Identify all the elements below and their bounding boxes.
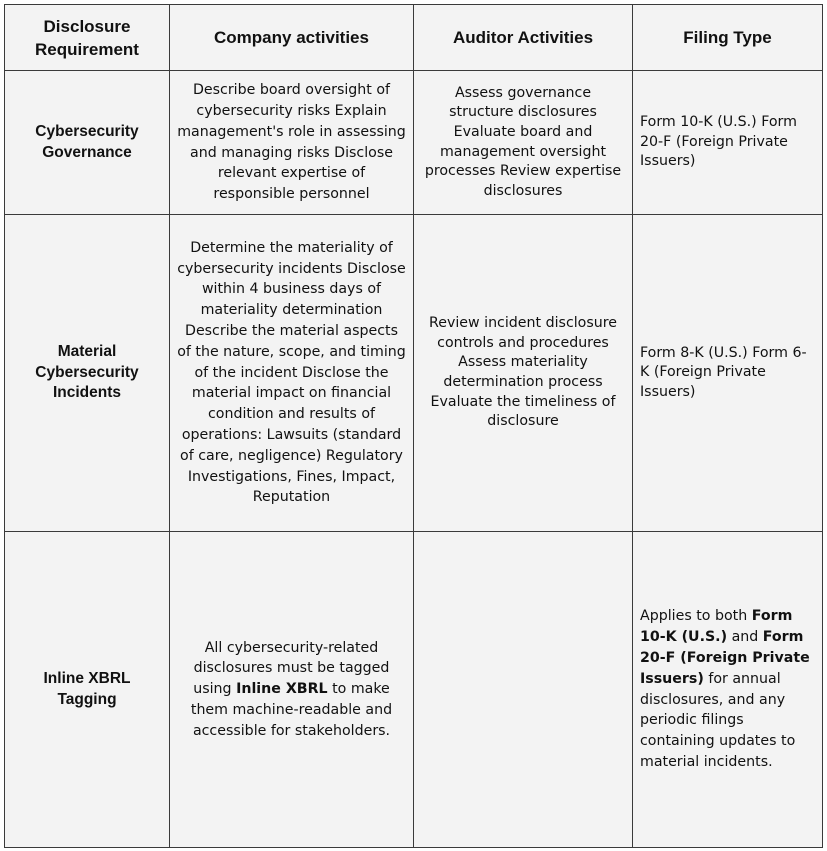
header-filing-type: Filing Type (633, 5, 823, 71)
auditor-activities-cell: Review incident disclosure controls and procedures Assess materiality determination process Evaluate the timeliness of disclosure (414, 215, 633, 532)
company-activities-cell: Describe board oversight of cybersecurity risks Explain management's role in assessing and managing risks Disclose relevant expertise of responsible personnel (170, 71, 414, 215)
auditor-activities-cell: Assess governance structure disclosures Evaluate board and management oversight processes Review expertise disclosures (414, 71, 633, 215)
disclosure-table-container (4, 4, 823, 848)
filing-type-cell: Form 10-K (U.S.) Form 20-F (Foreign Private Issuers) (633, 71, 823, 215)
filing-text-part-3: for annual disclosures, and any periodic filings containing updates to material incidents. (640, 670, 796, 770)
header-company-activities: Company activities (170, 5, 414, 71)
filing-type-cell: Form 8-K (U.S.) Form 6-K (Foreign Private Issuers) (633, 215, 823, 532)
filing-text-bold-1: Form 10-K (U.S.) (640, 608, 793, 646)
company-activities-cell (170, 532, 414, 848)
disclosure-requirements-table (4, 4, 823, 848)
table-row (5, 532, 823, 848)
company-text-bold: Inline XBRL (236, 681, 328, 698)
requirement-cell: Material Cybersecurity Incidents (5, 215, 170, 532)
auditor-activities-cell (414, 532, 633, 848)
table-row (5, 71, 823, 215)
filing-type-cell (633, 532, 823, 848)
requirement-cell: Cybersecurity Governance (5, 71, 170, 215)
filing-text-part-1: Applies to both (640, 608, 752, 625)
company-text-before: All cybersecurity-related disclosures must be tagged using (193, 639, 390, 698)
filing-text-part-2: and (727, 629, 763, 646)
company-activities-cell: Determine the materiality of cybersecurity incidents Disclose within 4 business days of materiality determination Describe the material aspects of the nature, scope, and timing of the incident Disclose the material impact on financial condition and results of operations: Lawsuits (standard of care, negligence) Regulatory Investigations, Fines, Impact, Reputation (170, 215, 414, 532)
header-auditor-activities: Auditor Activities (414, 5, 633, 71)
table-row (5, 215, 823, 532)
requirement-cell: Inline XBRL Tagging (5, 532, 170, 848)
company-text-after: to make them machine-readable and accessible for stakeholders. (190, 681, 393, 739)
table-header-row (5, 5, 823, 71)
header-disclosure-requirement: Disclosure Requirement (5, 5, 170, 71)
filing-text-bold-2: Form 20-F (Foreign Private Issuers) (640, 629, 810, 687)
